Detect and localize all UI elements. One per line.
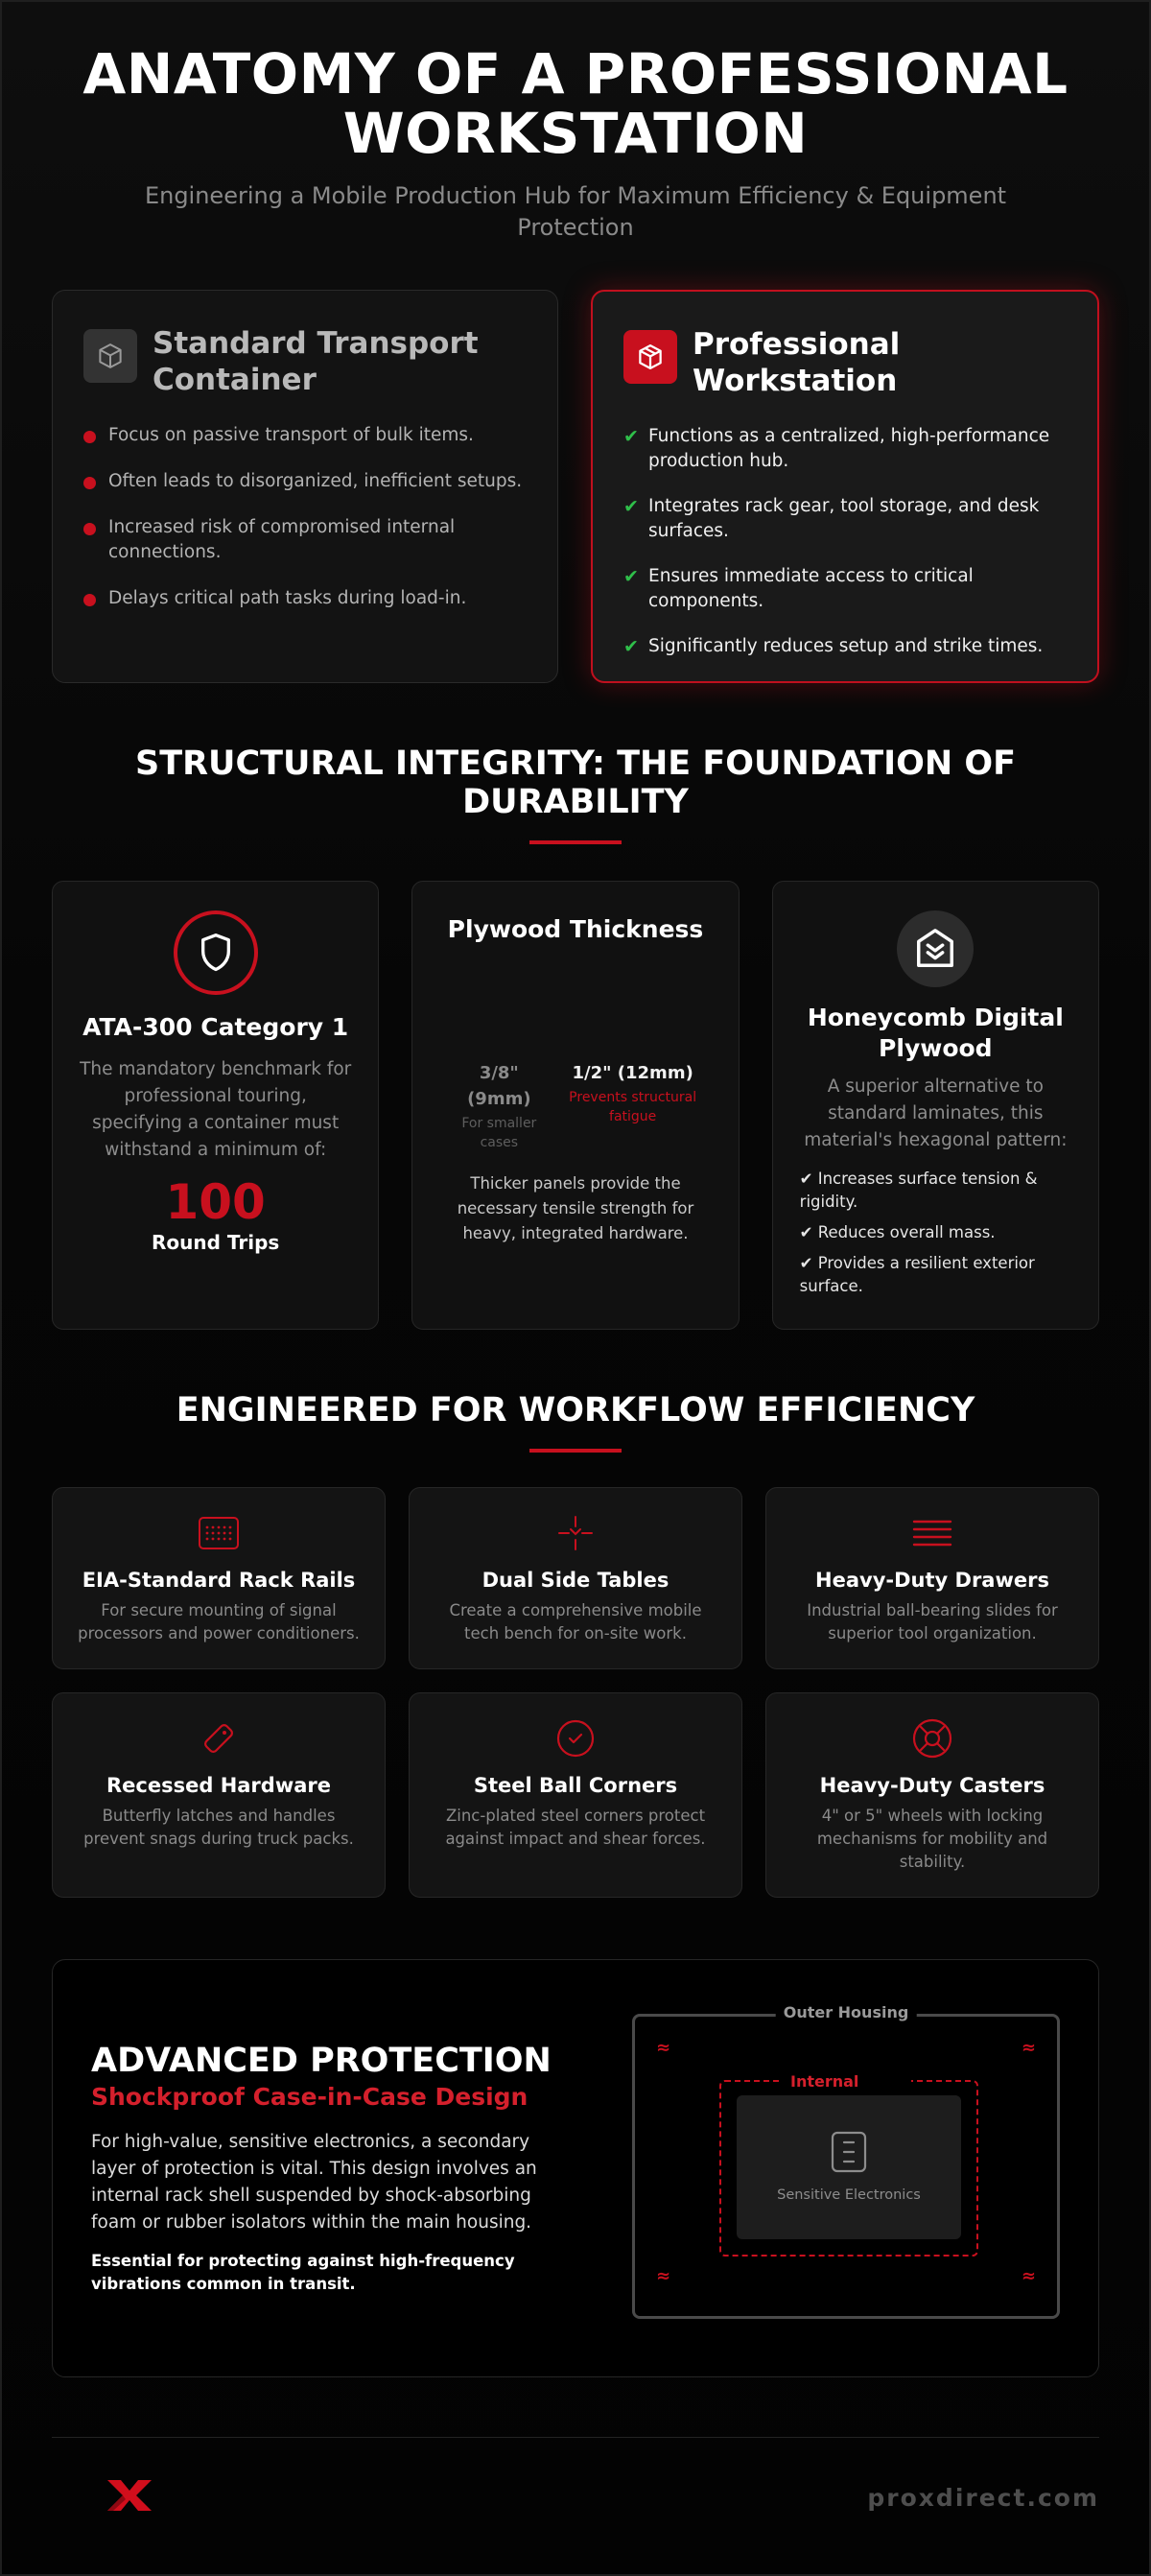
plywood-small-option <box>451 1060 547 1152</box>
bullet-dot-icon <box>83 477 96 489</box>
feature-card-casters <box>765 1692 1099 1898</box>
section-title: ENGINEERED FOR WORKFLOW EFFICIENCY <box>176 1391 975 1430</box>
advanced-protection-card <box>52 1959 1099 2377</box>
feature-card-recessed-hardware <box>52 1692 386 1898</box>
feature-description: Create a comprehensive mobile tech bench for on-site work. <box>449 1601 702 1642</box>
bullet-dot-icon <box>83 523 96 535</box>
feature-card-side-tables <box>409 1487 742 1669</box>
checkmark-icon: ✔ <box>623 496 639 517</box>
case-in-case-diagram <box>571 1960 1060 2376</box>
shock-wave-icon: ≈ <box>1021 2266 1036 2286</box>
professional-workstation-card <box>591 290 1099 683</box>
feature-description: Butterfly latches and handles prevent snags during truck packs. <box>83 1807 354 1848</box>
section-title: STRUCTURAL INTEGRITY: THE FOUNDATION OF DURABILITY <box>135 744 1016 821</box>
side-tables-icon <box>431 1511 720 1555</box>
list-item: ✔ Increases surface tension & rigidity. <box>799 1170 1038 1211</box>
outer-housing <box>632 2003 1060 2319</box>
ata-card <box>52 881 379 1330</box>
header <box>52 41 1099 244</box>
corner-check-icon <box>431 1716 720 1761</box>
feature-card-ball-corners <box>409 1692 742 1898</box>
professional-card-title: Professional Workstation <box>693 327 901 398</box>
rack-rails-icon <box>74 1511 364 1555</box>
page-title: ANATOMY OF A PROFESSIONAL WORKSTATION <box>82 41 1069 166</box>
shock-wave-icon: ≈ <box>656 2266 671 2286</box>
title-underline <box>529 1449 622 1453</box>
plywood-small-note: For smaller cases <box>461 1116 537 1150</box>
protection-note: Essential for protecting against high-frequency vibrations common in transit. <box>91 2252 515 2293</box>
list-item: Increased risk of compromised internal connections. <box>83 515 527 565</box>
plywood-title: Plywood Thickness <box>447 915 704 943</box>
list-item: ✔ Reduces overall mass. <box>799 1223 996 1241</box>
protection-body: For high-value, sensitive electronics, a secondary layer of protection is vital. This design involves an internal rack shell suspended by shock-absorbing foam or rubber isolators within the main housing. <box>91 2132 537 2233</box>
drawers-icon <box>787 1511 1077 1555</box>
list-item: ✔ Significantly reduces setup and strike times. <box>623 636 1044 657</box>
footer-divider <box>52 2437 1099 2438</box>
page-subtitle: Engineering a Mobile Production Hub for Maximum Efficiency & Equipment Protection <box>144 182 1007 241</box>
plywood-large-value: 1/2" (12mm) <box>572 1063 693 1083</box>
cube-icon <box>623 330 677 384</box>
feature-grid <box>52 1487 1099 1898</box>
list-item: Focus on passive transport of bulk items. <box>83 423 527 448</box>
shock-wave-icon: ≈ <box>656 2038 671 2058</box>
website-link[interactable]: proxdirect.com <box>867 2483 1099 2512</box>
footer <box>52 2464 1099 2531</box>
ata-description: The mandatory benchmark for professional touring, specifying a container must withstand a minimum of: <box>80 1059 352 1160</box>
feature-card-drawers <box>765 1487 1099 1669</box>
list-item: ✔ Functions as a centralized, high-performance production hub. <box>623 426 1050 471</box>
honeycomb-title: Honeycomb Digital Plywood <box>807 1004 1064 1062</box>
checkmark-icon: ✔ <box>623 566 639 587</box>
list-item: Often leads to disorganized, inefficient setups. <box>83 469 527 494</box>
shield-icon <box>174 910 258 995</box>
standard-container-card <box>52 290 558 683</box>
round-trips-label: Round Trips <box>152 1231 280 1254</box>
honeycomb-icon <box>897 910 974 987</box>
list-item: ✔ Ensures immediate access to critical components. <box>623 566 974 611</box>
protection-title: ADVANCED PROTECTION <box>91 2042 552 2080</box>
feature-description: Zinc-plated steel corners protect against impact and shear forces. <box>445 1807 706 1848</box>
honeycomb-description: A superior alternative to standard laminates, this material's hexagonal pattern: <box>804 1076 1068 1150</box>
structural-section-heading <box>52 744 1099 844</box>
checkmark-icon: ✔ <box>623 636 639 657</box>
checkmark-icon: ✔ <box>623 426 639 447</box>
feature-title: Heavy-Duty Drawers <box>815 1569 1049 1592</box>
plywood-small-value: 3/8" (9mm) <box>467 1063 531 1109</box>
standard-card-title: Standard Transport Container <box>153 326 479 397</box>
feature-title: Heavy-Duty Casters <box>819 1774 1045 1797</box>
x-logo-icon[interactable] <box>106 2478 153 2517</box>
latch-icon <box>74 1716 364 1761</box>
feature-card-rack-rails <box>52 1487 386 1669</box>
honeycomb-card <box>772 881 1099 1330</box>
comparison-section <box>52 290 1099 683</box>
cube-icon <box>83 329 137 383</box>
list-item: ✔ Integrates rack gear, tool storage, and desk surfaces. <box>623 496 1040 541</box>
bullet-dot-icon <box>83 594 96 606</box>
bullet-dot-icon <box>83 431 96 443</box>
title-underline <box>529 840 622 844</box>
list-item: ✔ Provides a resilient exterior surface. <box>799 1254 1035 1295</box>
plywood-description: Thicker panels provide the necessary tensile strength for heavy, integrated hardware. <box>457 1174 694 1242</box>
caster-icon <box>787 1716 1077 1761</box>
feature-title: Recessed Hardware <box>106 1774 331 1797</box>
ata-title: ATA-300 Category 1 <box>82 1013 349 1041</box>
internal-rack-label: Internal <box>783 2070 911 2115</box>
device-icon <box>737 2130 961 2178</box>
workflow-section-heading <box>52 1391 1099 1453</box>
plywood-large-note: Prevents structural fatigue <box>569 1090 697 1124</box>
internal-rack-shell <box>719 2072 978 2257</box>
feature-description: For secure mounting of signal processors and power conditioners. <box>78 1601 360 1642</box>
sensitive-electronics-label: Sensitive Electronics <box>777 2187 921 2203</box>
protection-subtitle: Shockproof Case-in-Case Design <box>91 2083 529 2111</box>
feature-title: Dual Side Tables <box>482 1569 669 1592</box>
structural-cards <box>52 881 1099 1330</box>
sensitive-electronics-block <box>737 2095 961 2239</box>
list-item: Delays critical path tasks during load-in. <box>83 586 527 611</box>
outer-housing-label: Outer Housing <box>776 2003 917 2021</box>
feature-description: Industrial ball-bearing slides for superior tool organization. <box>807 1601 1058 1642</box>
feature-title: Steel Ball Corners <box>473 1774 678 1797</box>
feature-description: 4" or 5" wheels with locking mechanisms for mobility and stability. <box>816 1807 1048 1871</box>
plywood-card <box>411 881 739 1330</box>
plywood-large-option <box>566 1060 700 1152</box>
round-trips-number: 100 <box>165 1174 266 1230</box>
shock-wave-icon: ≈ <box>1021 2038 1036 2058</box>
feature-title: EIA-Standard Rack Rails <box>82 1569 356 1592</box>
